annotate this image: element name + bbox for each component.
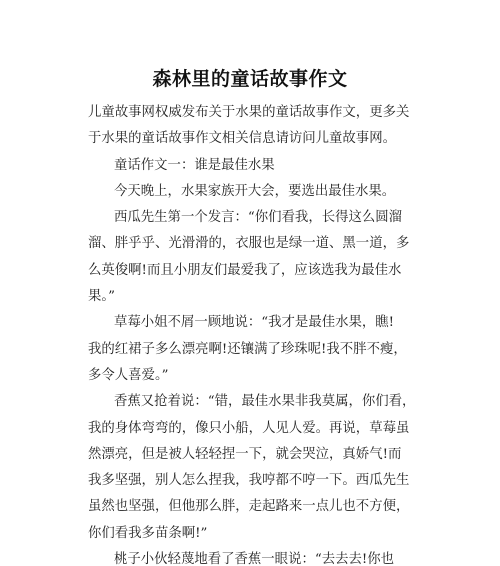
body-line: 你们看我多苗条啊!” [88,525,208,541]
body-line: 多令人喜爱。” [88,367,169,383]
body-line: 儿童故事网权威发布关于水果的童话故事作文，更多关 [88,105,410,120]
section-heading: 童话作文一：谁是最佳水果 [114,157,275,173]
document-body [88,100,420,566]
body-line: 今天晚上，水果家族开大会，要选出最佳水果。 [114,183,396,199]
body-line: 我的身体弯弯的，像只小船，人见人爱。再说，草莓虽 [88,420,410,436]
body-line: 么英俊啊!而且小朋友们最爱我了，应该选我为最佳水 [88,262,402,278]
body-line: 香蕉又抢着说：“错，最佳水果非我莫属，你们看， [114,394,416,410]
body-line: 我多坚强，别人怎么捏我，我哼都不哼一下。西瓜先生 [88,473,410,489]
body-line: 然漂亮，但是被人轻轻捏一下，就会哭泣，真娇气!而 [88,446,402,462]
body-line: 于水果的童话故事作文相关信息请访问儿童故事网。 [88,131,396,147]
body-line: 桃子小伙轻蔑地看了香蕉一眼说：“去去去!你也 [114,552,395,566]
body-line: 虽然也坚强，但他那么胖，走起路来一点儿也不方便， [88,499,410,515]
body-line: 西瓜先生第一个发言：“你们看我，长得这么圆溜 [114,210,403,226]
body-line: 草莓小姐不屑一顾地说：“我才是最佳水果，瞧! [114,315,395,331]
body-line: 果。” [88,289,115,305]
document-title: 森林里的童话故事作文 [152,68,348,90]
body-line: 溜、胖乎乎、光滑滑的，衣服也是绿一道、黑一道，多 [88,236,410,252]
body-line: 我的红裙子多么漂亮啊!还镶满了珍珠呢!我不胖不瘦， [88,341,407,357]
